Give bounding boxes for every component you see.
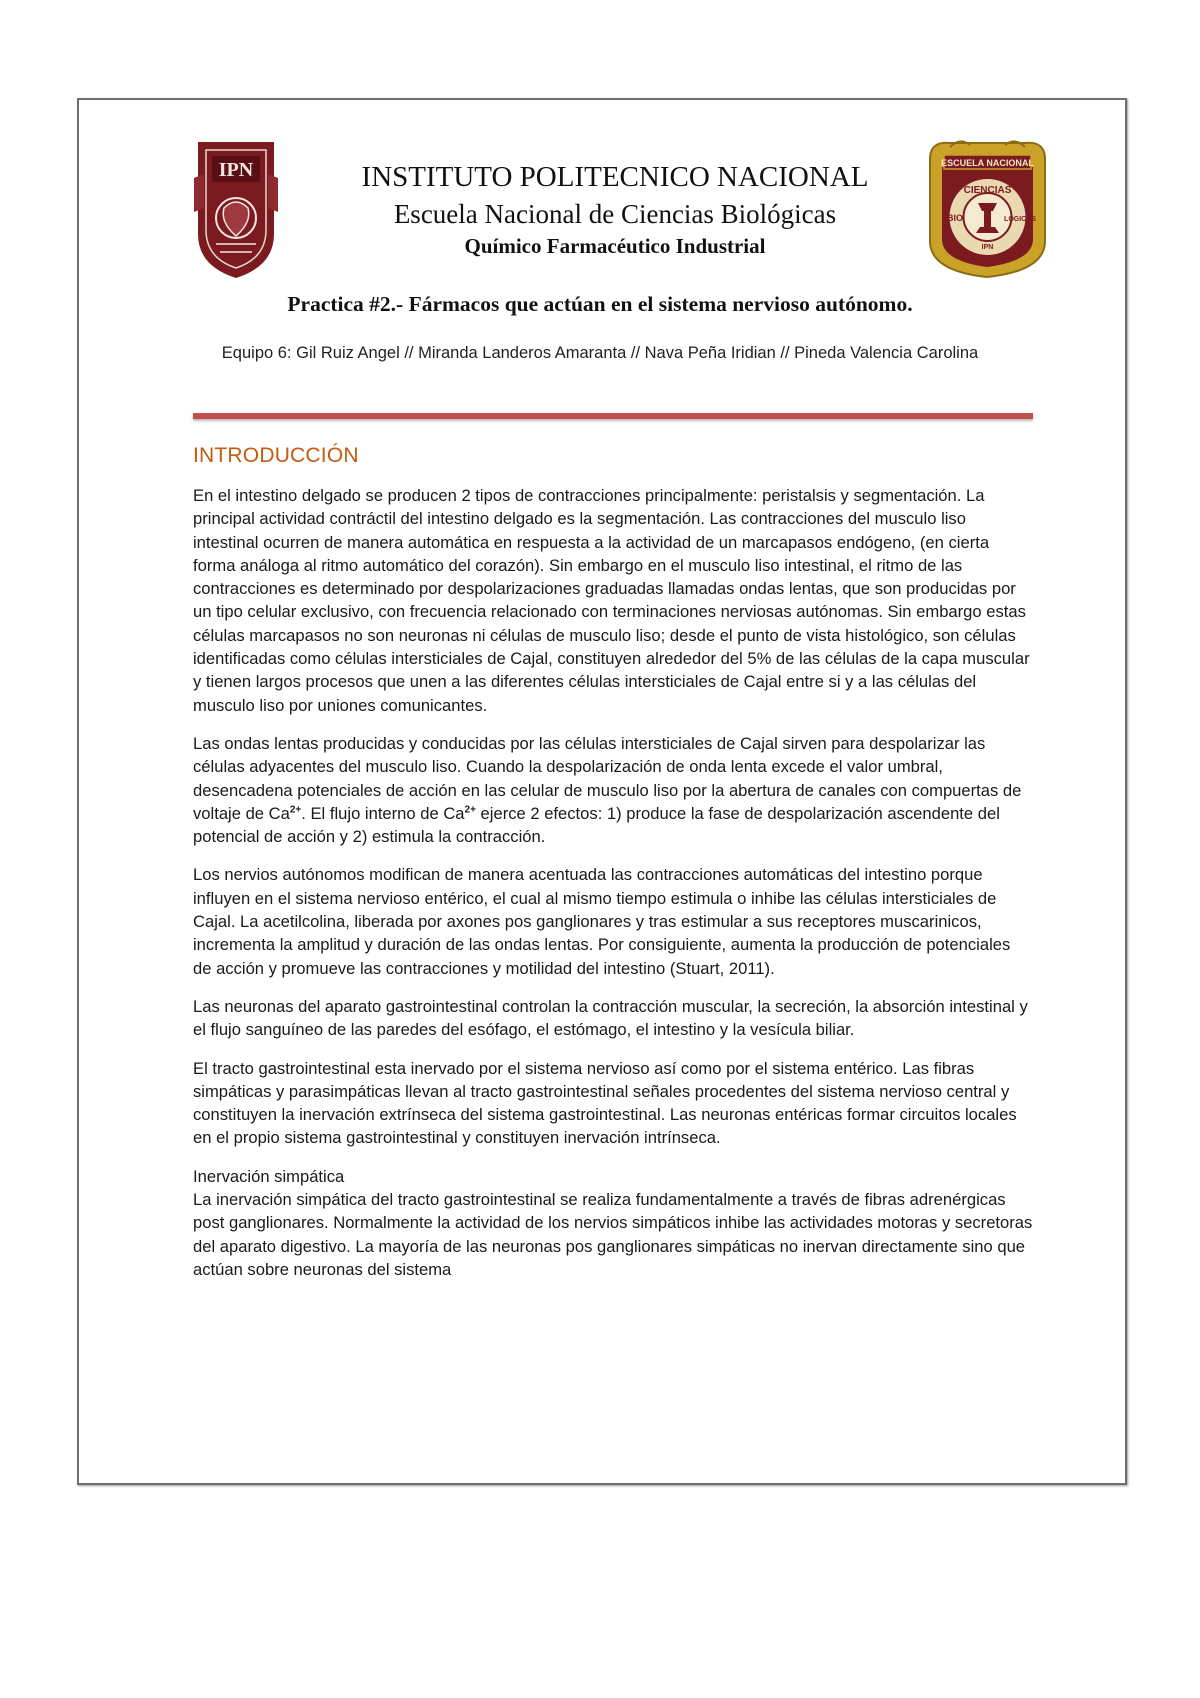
team-members: Equipo 6: Gil Ruiz Angel // Miranda Landeros Amaranta // Nava Peña Iridian // Pineda Valencia Carolina — [221, 344, 979, 362]
calcium-superscript-2: 2+ — [464, 804, 476, 816]
paragraph-4: Las neuronas del aparato gastrointestinal controlan la contracción muscular, la secreción, la absorción intestinal y el flujo sanguíneo de las paredes del esófago, el estómago, el intestino y la vesícula biliar. — [193, 996, 1028, 1040]
paragraph-2 — [193, 732, 1033, 848]
practice-title: Practica #2.- Fármacos que actúan en el sistema nervioso autónomo. — [287, 292, 913, 316]
section-title-introduccion: INTRODUCCIÓN — [193, 444, 359, 467]
paragraph-2-part-a: Las ondas lentas producidas y conducidas por las células intersticiales de Cajal sirven para despolarizar las células adyacentes del musculo liso. Cuando la despolarización de onda lenta excede el valor umbral, desencadena potenciales de acción en las celular de musculo liso por la abertura de canales con compuertas de voltaje de Ca — [193, 733, 1022, 823]
ipn-logo — [190, 138, 282, 280]
ipn-logo-text: IPN — [218, 159, 254, 181]
institution-name: INSTITUTO POLITECNICO NACIONAL — [361, 161, 869, 193]
calcium-superscript-1: 2+ — [289, 804, 302, 816]
encb-center-text: IPN — [981, 244, 994, 251]
paragraph-5: El tracto gastrointestinal esta inervado por el sistema nervioso así como por el sistema entérico. Las fibras simpáticas y parasimpáticas llevan al tracto gastrointestinal señales procedentes del sistema nervioso central y constituyen la inervación extrínseca del sistema gastrointestinal. Las neuronas entéricas formar circuitos locales en el propio sistema gastrointestinal y constituyen inervación intrínseca. — [193, 1058, 1017, 1148]
encb-ring-left-text: BIO — [946, 213, 964, 223]
subheading-inervacion-simpatica: Inervación simpática — [193, 1166, 345, 1186]
paragraph-1: En el intestino delgado se producen 2 tipos de contracciones principalmente: peristalsis y segmentación. La principal actividad contráctil del intestino delgado es la segmentación. Las contracciones del musculo liso intestinal ocurren de manera automática en respuesta a la actividad de un marcapasos endógeno, (en cierta forma análoga al ritmo automático del corazón). Sin embargo en el musculo liso intestinal, el ritmo de las contracciones es determinado por despolarizaciones graduadas llamadas ondas lentas, que son producidas por un tipo celular exclusivo, con frecuencia relacionado con terminaciones nerviosas autónomas. Sin embargo estas células marcapasos no son neuronas ni células de musculo liso; desde el punto de vista histológico, son células identificadas como células intersticiales de Cajal, constituyen alrededor del 5% de las células de la capa muscular y tienen largos procesos que unen a las diferentes células intersticiales de Cajal entre si y a las células del musculo liso por uniones comunicantes. — [193, 486, 1030, 715]
school-name: Escuela Nacional de Ciencias Biológicas — [393, 199, 837, 229]
body-text — [193, 484, 1033, 1296]
paragraph-3: Los nervios autónomos modifican de manera acentuada las contracciones automáticas del intestino porque influyen en el sistema nervioso entérico, el cual al mismo tiempo estimula o inhibe las células intersticiales de Cajal. La acetilcolina, liberada por axones pos ganglionares y tras estimular a sus receptores muscarinicos, incrementa la amplitud y duración de las ondas lentas. Por consiguiente, aumenta la producción de potenciales de acción y promueve las contracciones y motilidad del intestino (Stuart, 2011). — [193, 865, 1011, 978]
encb-ring-right-text: LOGICAS — [1004, 216, 1036, 223]
paragraph-6: La inervación simpática del tracto gastrointestinal se realiza fundamentalmente a través de fibras adrenérgicas post ganglionares. Normalmente la actividad de los nervios simpáticos inhibe las actividades motoras y secretoras del aparato digestivo. La mayoría de las neuronas pos ganglionares simpáticas no inervan directamente sino que actúan sobre neuronas del sistema — [193, 1190, 1033, 1279]
paragraph-2-part-c: ejerce 2 efectos: 1) produce la fase de despolarización ascendente del potencial de acción y 2) estimula la contracción. — [193, 803, 1000, 847]
encb-ring-top-text: CIENCIAS — [963, 185, 1012, 196]
section-divider — [193, 413, 1033, 419]
paragraph-2-part-b: . El flujo interno de Ca — [301, 803, 465, 823]
encb-banner-text: ESCUELA NACIONAL — [941, 158, 1034, 168]
career-name: Químico Farmacéutico Industrial — [464, 234, 766, 258]
encb-logo — [920, 137, 1055, 279]
